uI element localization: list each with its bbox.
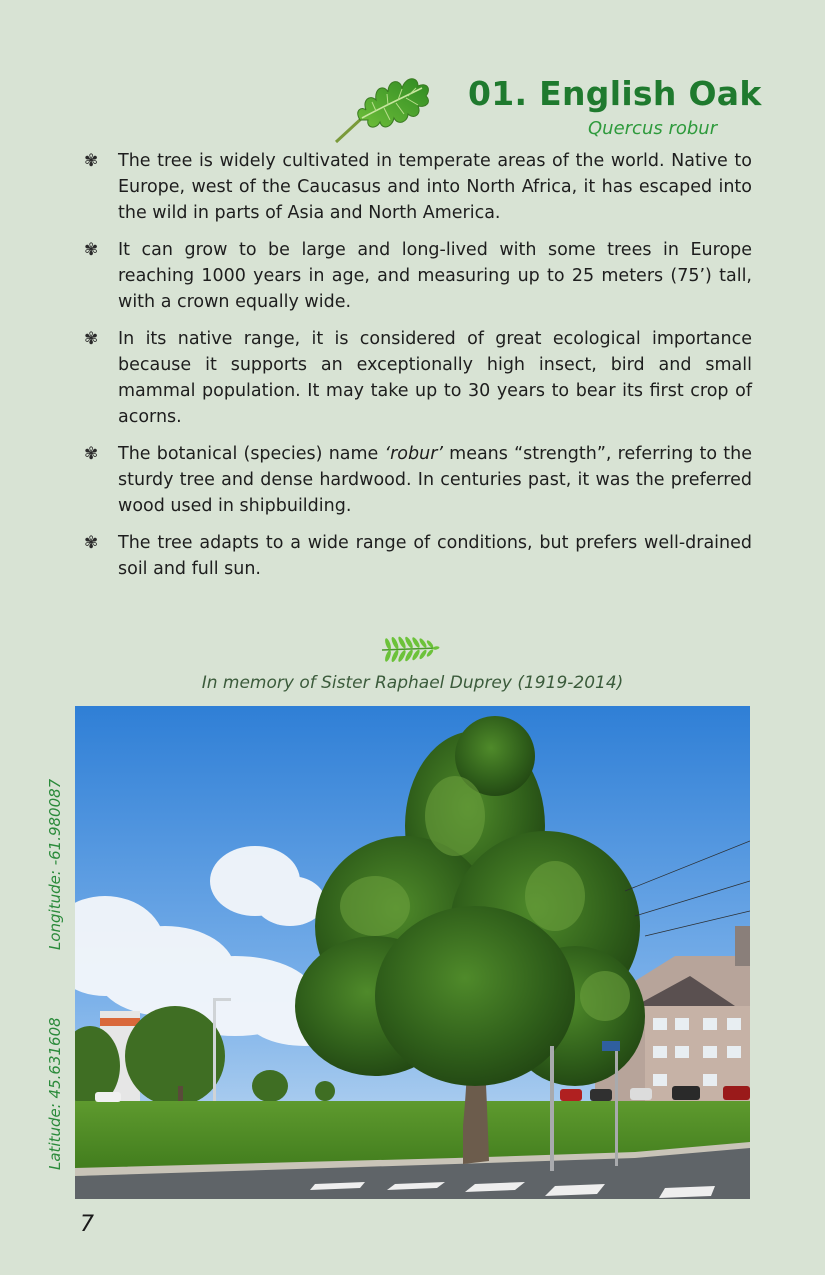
fact-text: The tree adapts to a wide range of conditions, but prefers well-drained soil and full sun. [118,533,752,579]
page-number: 7 [80,1212,94,1237]
fact-item [84,148,752,226]
fact-item [84,530,752,582]
flower-bullet-icon: ✾ [84,151,99,171]
fact-text: In its native range, it is considered of great ecological importance because it supports an exceptionally high insect, bird and small mammal population. It may take up to 30 years to bear its first crop of acorns. [118,329,752,427]
fact-text-post: means “strength”, referring to the sturdy tree and dense hardwood. In centuries past, it was the preferred wood used in shipbuilding. [118,444,752,516]
fact-text-pre: The botanical (species) name [118,444,385,464]
fact-list [84,148,752,593]
fern-icon [380,634,440,664]
species-term: ‘robur’ [384,444,443,464]
flower-bullet-icon: ✾ [84,240,99,260]
fact-item [84,326,752,430]
english-oak-tree-photo [75,706,750,1199]
latitude-label: Latitude: 45.631608 [46,1017,64,1170]
fact-item [84,237,752,315]
fact-item [84,441,752,519]
scientific-name: Quercus robur [588,118,718,139]
fact-text: It can grow to be large and long-lived with some trees in Europe reaching 1000 years in age, and measuring up to 25 meters (75’) tall, with a crown equally wide. [118,240,752,312]
page-title: 01. English Oak [468,74,762,113]
flower-bullet-icon: ✾ [84,329,99,349]
oak-leaf-icon [332,58,434,144]
memorial-caption: In memory of Sister Raphael Duprey (1919-2014) [201,673,624,693]
flower-bullet-icon: ✾ [84,444,99,464]
fact-text: The tree is widely cultivated in temperate areas of the world. Native to Europe, west of the Caucasus and into North Africa, it has escaped into the wild in parts of Asia and North America. [118,151,752,223]
flower-bullet-icon: ✾ [84,533,99,553]
longitude-label: Longitude: -61.980087 [46,778,64,950]
